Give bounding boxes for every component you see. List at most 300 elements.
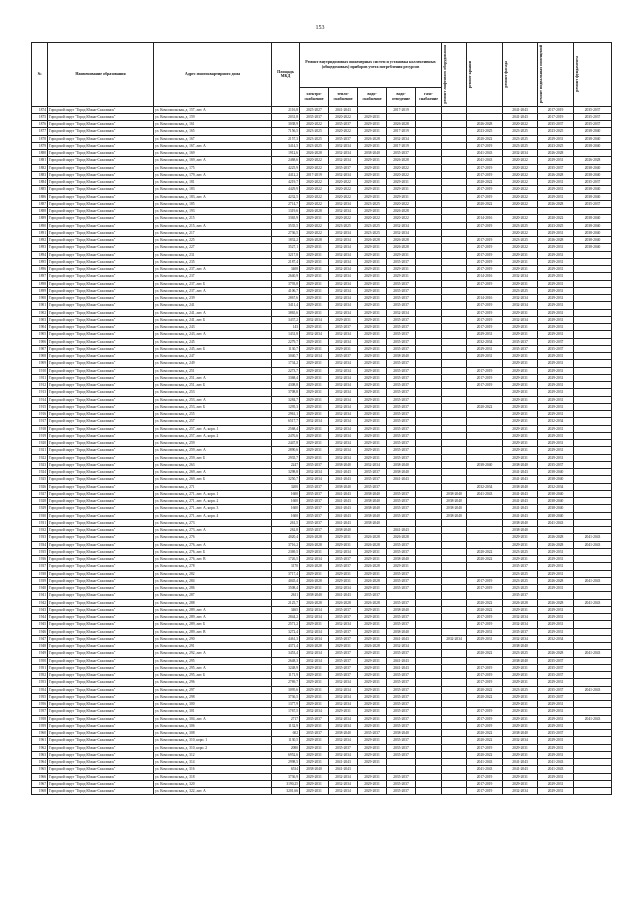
area-cell: 2935,7 [272,454,300,461]
area-cell: 1377,9 [272,701,300,708]
address-cell: ул. Комсомольская, д. 247 [154,353,272,360]
table-row [32,483,612,490]
electro-cell: 2035-2037 [300,715,329,722]
table-row [32,244,612,251]
electro-cell: 2020-2022 [300,186,329,193]
gas-cell [416,258,442,265]
table-row [32,425,612,432]
facade-cell: 2029-2031 [503,425,538,432]
foundation-cell [574,258,612,265]
basement-cell: 2029-2031 [538,454,574,461]
area-cell: 1171,9 [272,672,300,679]
water-cell: 2029-2031 [358,679,387,686]
sewer-cell: 2035-2037 [387,701,416,708]
foundation-cell [574,701,612,708]
facade-cell: 2032-2034 [503,295,538,302]
area-cell: 3527,1 [272,244,300,251]
foundation-cell: 2035-2037 [574,106,612,113]
sewer-cell: 2035-2037 [387,751,416,758]
area-cell: 2247 [272,461,300,468]
roof-cell: 2020-2022 [467,737,503,744]
facade-cell: 2032-2034 [503,302,538,309]
water-cell: 2035-2037 [358,483,387,490]
foundation-cell [574,621,612,628]
electro-cell: 2020-2022 [300,164,329,171]
water-cell: 2029-2031 [358,737,387,744]
address-cell: ул. Комсомольская, д. 243 [154,324,272,331]
table-row [32,360,612,367]
row-number: 1964 [32,759,48,766]
electro-cell: 2026-2028 [300,534,329,541]
facade-cell: 2029-2031 [503,701,538,708]
gas-cell [416,614,442,621]
heat-cell: 2029-2031 [329,345,358,352]
roof-cell: 2017-2019 [467,585,503,592]
electro-cell: 2032-2034 [300,614,329,621]
water-cell: 2029-2031 [358,186,387,193]
water-cell: 2029-2031 [358,693,387,700]
heat-cell: 2032-2034 [329,208,358,215]
table-row [32,396,612,403]
sewer-cell: 2035-2037 [387,686,416,693]
water-cell: 2023-2025 [358,229,387,236]
municipality-cell: Городской округ "Город Южно-Сахалинск" [48,440,154,447]
row-number: 1912 [32,382,48,389]
foundation-cell [574,287,612,294]
electro-cell: 2035-2037 [300,483,329,490]
lift-cell [442,142,467,149]
address-cell: ул. Комсомольская, д. 175 [154,164,272,171]
area-cell: 2844,2 [272,614,300,621]
lift-cell [442,273,467,280]
table-row [32,693,612,700]
roof-cell [467,389,503,396]
facade-cell: 2038-2040 [503,730,538,737]
municipality-cell: Городской округ "Город Южно-Сахалинск" [48,780,154,787]
facade-cell: 2029-2031 [503,440,538,447]
lift-cell [442,737,467,744]
table-row [32,229,612,236]
address-cell: ул. Комсомольская, д. 215, лит. А [154,222,272,229]
address-cell: ул. Комсомольская, д. 183, лит. А [154,193,272,200]
heat-cell: 2035-2037 [329,606,358,613]
foundation-cell [574,382,612,389]
row-number: 1900 [32,295,48,302]
sewer-cell: 2035-2037 [387,454,416,461]
table-row [32,498,612,505]
municipality-cell: Городской округ "Город Южно-Сахалинск" [48,215,154,222]
municipality-cell: Городской округ "Город Южно-Сахалинск" [48,469,154,476]
sewer-cell: 2035-2037 [387,418,416,425]
basement-cell: 2029-2031 [538,273,574,280]
municipality-cell: Городской округ "Город Южно-Сахалинск" [48,338,154,345]
table-header [32,43,612,107]
sewer-cell: 2038-2040 [387,606,416,613]
gas-cell [416,527,442,534]
electro-cell: 2026-2028 [300,599,329,606]
address-cell: ул. Комсомольская, д. 257 [154,418,272,425]
address-cell: ул. Комсомольская, д. 289, лит. А [154,614,272,621]
basement-cell: 2029-2031 [538,737,574,744]
municipality-cell: Городской округ "Город Южно-Сахалинск" [48,730,154,737]
row-number: 1949 [32,650,48,657]
gas-cell [416,788,442,795]
area-cell: 4045,4 [272,577,300,584]
lift-cell [442,759,467,766]
foundation-cell [574,411,612,418]
roof-cell: 2017-2019 [467,577,503,584]
municipality-cell: Городской округ "Город Южно-Сахалинск" [48,266,154,273]
area-cell: 602 [272,730,300,737]
water-cell: 2029-2031 [358,425,387,432]
roof-cell: 2041-2043 [467,490,503,497]
foundation-cell: 2038-2040 [574,186,612,193]
basement-cell: 2029-2031 [538,679,574,686]
lift-cell [442,476,467,483]
electro-cell: 2035-2037 [300,512,329,519]
area-cell: 3508,4 [272,585,300,592]
lift-cell [442,266,467,273]
water-cell: 2029-2031 [358,244,387,251]
area-cell: 3411,4 [272,302,300,309]
facade-cell: 2038-2040 [503,657,538,664]
electro-cell: 2026-2028 [300,643,329,650]
table-row [32,556,612,563]
row-number: 1946 [32,628,48,635]
gas-cell [416,635,442,642]
facade-cell: 2023-2025 [503,128,538,135]
lift-cell [442,534,467,541]
address-cell: ул. Комсомольская, д. 269, лит. Б [154,476,272,483]
heat-cell: 2032-2034 [329,229,358,236]
facade-cell: 2020-2022 [503,215,538,222]
electro-cell: 2029-2031 [300,360,329,367]
water-cell: 2029-2031 [358,389,387,396]
lift-cell [442,548,467,555]
gas-cell [416,498,442,505]
foundation-cell [574,570,612,577]
water-cell: 2029-2031 [358,751,387,758]
water-cell: 2029-2031 [358,338,387,345]
row-number: 1908 [32,353,48,360]
roof-cell: 2023-2025 [467,128,503,135]
municipality-cell: Городской округ "Город Южно-Сахалинск" [48,599,154,606]
water-cell: 2026-2028 [358,599,387,606]
gas-cell [416,722,442,729]
sewer-cell: 2035-2037 [387,324,416,331]
municipality-cell: Городской округ "Город Южно-Сахалинск" [48,672,154,679]
water-cell: 2029-2031 [358,360,387,367]
sewer-cell: 2035-2037 [387,360,416,367]
heat-cell: 2035-2037 [329,657,358,664]
foundation-cell: 2038-2040 [574,164,612,171]
basement-cell [538,592,574,599]
basement-cell: 2029-2031 [538,715,574,722]
basement-cell: 2017-2019 [538,113,574,120]
gas-cell [416,599,442,606]
municipality-cell: Городской округ "Город Южно-Сахалинск" [48,621,154,628]
facade-cell: 2029-2031 [503,773,538,780]
gas-cell [416,382,442,389]
area-cell: 262,8 [272,527,300,534]
table-row [32,273,612,280]
address-cell: ул. Комсомольская, д. 286 [154,585,272,592]
heat-cell: 2032-2034 [329,737,358,744]
heat-cell: 2032-2034 [329,773,358,780]
electro-cell: 2029-2031 [300,722,329,729]
facade-cell: 2041-2043 [503,106,538,113]
heat-cell: 2029-2031 [329,643,358,650]
heat-cell: 2035-2037 [329,164,358,171]
municipality-cell: Городской округ "Город Южно-Сахалинск" [48,382,154,389]
facade-cell: 2029-2031 [503,534,538,541]
lift-cell: 2038-2040 [442,498,467,505]
repair-schedule-table [31,42,612,795]
water-cell: 2038-2040 [358,490,387,497]
table-row [32,643,612,650]
lift-cell [442,773,467,780]
sewer-cell: 2035-2037 [387,382,416,389]
municipality-cell: Городской округ "Город Южно-Сахалинск" [48,650,154,657]
lift-cell [442,179,467,186]
address-cell: ул. Комсомольская, д. 276 [154,534,272,541]
lift-cell [442,570,467,577]
water-cell: 2029-2031 [358,171,387,178]
foundation-cell [574,563,612,570]
row-number: 1875 [32,113,48,120]
row-number: 1909 [32,360,48,367]
municipality-cell: Городской округ "Город Южно-Сахалинск" [48,563,154,570]
electro-cell: 2032-2034 [300,469,329,476]
electro-cell: 2029-2031 [300,389,329,396]
facade-cell: 2020-2022 [503,121,538,128]
area-cell: 3217,8 [272,251,300,258]
electro-cell: 2029-2031 [300,396,329,403]
gas-cell [416,186,442,193]
municipality-cell: Городской округ "Город Южно-Сахалинск" [48,541,154,548]
foundation-cell [574,635,612,642]
lift-cell [442,606,467,613]
row-number: 1947 [32,635,48,642]
municipality-cell: Городской округ "Город Южно-Сахалинск" [48,454,154,461]
lift-cell [442,208,467,215]
gas-cell [416,374,442,381]
heat-cell: 2032-2034 [329,309,358,316]
lift-cell [442,382,467,389]
heat-cell: 2032-2034 [329,338,358,345]
water-cell: 2026-2028 [358,577,387,584]
municipality-cell: Городской округ "Город Южно-Сахалинск" [48,208,154,215]
roof-cell: 2017-2019 [467,142,503,149]
area-cell: 4020,4 [272,534,300,541]
facade-cell: 2041-2043 [503,476,538,483]
electro-cell: 2029-2031 [300,788,329,795]
heat-cell: 2032-2034 [329,287,358,294]
roof-cell: 2020-2022 [467,135,503,142]
electro-cell: 2026-2028 [300,577,329,584]
row-number: 1894 [32,251,48,258]
municipality-cell: Городской округ "Город Южно-Сахалинск" [48,411,154,418]
electro-cell: 2029-2031 [300,403,329,410]
water-cell: 2029-2031 [358,309,387,316]
roof-cell [467,498,503,505]
sewer-cell: 2035-2037 [387,403,416,410]
roof-cell [467,643,503,650]
gas-cell [416,425,442,432]
facade-cell: 2029-2031 [503,331,538,338]
municipality-cell: Городской округ "Город Южно-Сахалинск" [48,708,154,715]
facade-cell: 2023-2025 [503,237,538,244]
sewer-cell: 2038-2040 [387,730,416,737]
row-number: 1951 [32,664,48,671]
roof-cell: 2014-2016 [467,215,503,222]
basement-cell: 2029-2031 [538,309,574,316]
heat-cell: 2020-2022 [329,113,358,120]
water-cell: 2029-2031 [358,396,387,403]
table-row [32,389,612,396]
gas-cell [416,295,442,302]
electro-cell: 2035-2037 [300,498,329,505]
facade-cell [503,208,538,215]
municipality-cell: Городской округ "Город Южно-Сахалинск" [48,106,154,113]
row-number: 1936 [32,556,48,563]
lift-cell [442,164,467,171]
foundation-cell [574,773,612,780]
municipality-cell: Городской округ "Город Южно-Сахалинск" [48,737,154,744]
row-number: 1941 [32,592,48,599]
roof-cell [467,657,503,664]
basement-cell: 2035-2037 [538,664,574,671]
table-row [32,208,612,215]
electro-cell: 2035-2037 [300,527,329,534]
municipality-cell: Городской округ "Город Южно-Сахалинск" [48,121,154,128]
roof-cell: 2032-2034 [467,338,503,345]
heat-cell: 2032-2034 [329,244,358,251]
water-cell: 2029-2031 [358,258,387,265]
foundation-cell [574,280,612,287]
lift-cell [442,744,467,751]
header-area: Площадь МКД [272,43,300,107]
roof-cell: 2020-2022 [467,403,503,410]
municipality-cell: Городской округ "Город Южно-Сахалинск" [48,548,154,555]
heat-cell: 2035-2037 [329,556,358,563]
electro-cell: 2032-2034 [300,316,329,323]
table-row [32,527,612,534]
table-row [32,222,612,229]
area-cell: 2736,5 [272,229,300,236]
foundation-cell [574,331,612,338]
facade-cell: 2029-2031 [503,693,538,700]
row-number: 1933 [32,534,48,541]
electro-cell: 2029-2031 [300,585,329,592]
lift-cell [442,614,467,621]
foundation-cell [574,360,612,367]
roof-cell: 2017-2019 [467,672,503,679]
table-row [32,780,612,787]
row-number: 1898 [32,280,48,287]
foundation-cell: 2041-2043 [574,650,612,657]
gas-cell [416,715,442,722]
table-body [32,106,612,795]
lift-cell [442,411,467,418]
heat-cell: 2032-2034 [329,693,358,700]
gas-cell [416,461,442,468]
table-row [32,788,612,795]
table-row [32,447,612,454]
lift-cell [442,650,467,657]
water-cell: 2026-2028 [358,135,387,142]
heat-cell: 2032-2034 [329,251,358,258]
table-row [32,345,612,352]
basement-cell: 2029-2031 [538,266,574,273]
foundation-cell [574,440,612,447]
heat-cell: 2041-2043 [329,476,358,483]
row-number: 1876 [32,121,48,128]
basement-cell: 2026-2028 [538,237,574,244]
basement-cell: 2029-2031 [538,229,574,236]
foundation-cell [574,679,612,686]
area-cell: 2568,4 [272,425,300,432]
water-cell: 2029-2031 [358,686,387,693]
area-cell: 1130,7 [272,345,300,352]
gas-cell [416,556,442,563]
gas-cell [416,222,442,229]
address-cell: ул. Комсомольская, д. 271 [154,483,272,490]
foundation-cell: 2041-2043 [574,577,612,584]
heat-cell: 2032-2034 [329,331,358,338]
row-number: 1889 [32,215,48,222]
foundation-cell [574,657,612,664]
lift-cell [442,353,467,360]
municipality-cell: Городской округ "Город Южно-Сахалинск" [48,519,154,526]
lift-cell [442,788,467,795]
basement-cell: 2029-2031 [538,744,574,751]
lift-cell [442,693,467,700]
foundation-cell: 2041-2043 [574,715,612,722]
foundation-cell: 2038-2040 [574,193,612,200]
basement-cell: 2029-2031 [538,374,574,381]
row-number: 1903 [32,316,48,323]
basement-cell: 2035-2037 [538,657,574,664]
electro-cell: 2038-2040 [300,766,329,773]
roof-cell [467,396,503,403]
electro-cell: 2017-2019 [300,171,329,178]
basement-cell: 2029-2031 [538,389,574,396]
header-sewer: водо-отведение [387,87,416,106]
roof-cell: 2041-2043 [467,759,503,766]
row-number: 1919 [32,432,48,439]
address-cell: ул. Комсомольская, д. 217 [154,229,272,236]
basement-cell: 2029-2031 [538,440,574,447]
lift-cell [442,106,467,113]
lift-cell: 2038-2040 [442,490,467,497]
foundation-cell: 2038-2040 [574,171,612,178]
water-cell: 2026-2028 [358,534,387,541]
foundation-cell [574,527,612,534]
lift-cell [442,519,467,526]
foundation-cell: 2041-2043 [574,599,612,606]
roof-cell: 2026-2028 [467,121,503,128]
table-row [32,193,612,200]
foundation-cell [574,367,612,374]
electro-cell: 2029-2031 [300,302,329,309]
electro-cell: 2029-2031 [300,244,329,251]
electro-cell: 2029-2031 [300,737,329,744]
foundation-cell [574,766,612,773]
foundation-cell [574,251,612,258]
gas-cell [416,331,442,338]
table-row [32,701,612,708]
